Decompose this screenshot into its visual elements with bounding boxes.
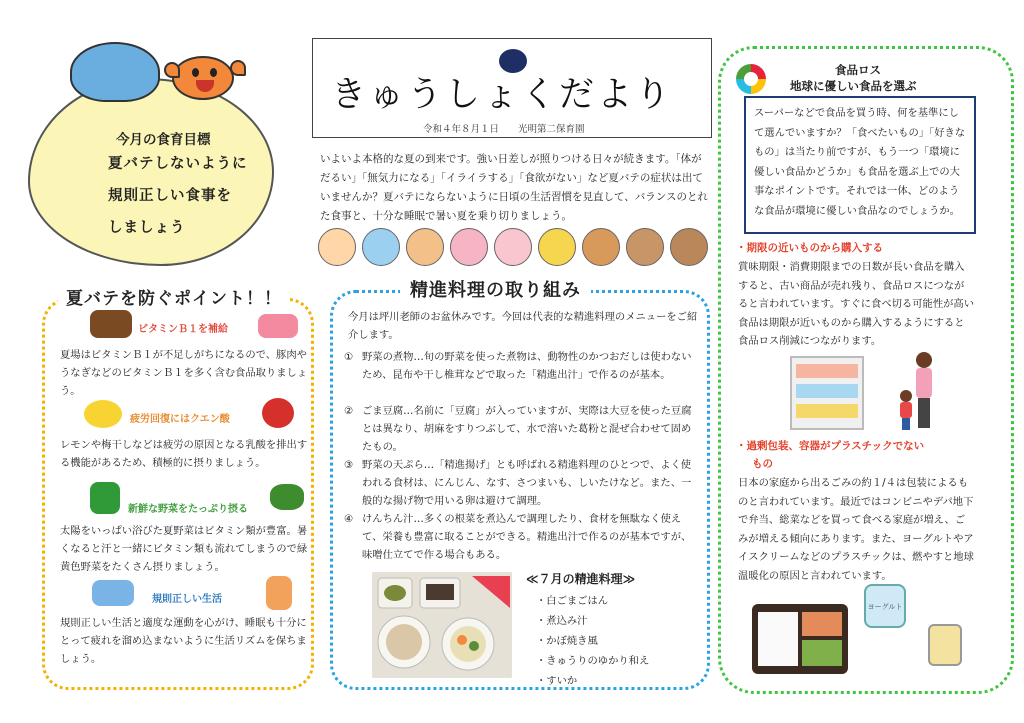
lemon-icon bbox=[84, 400, 122, 428]
bento-box-illustration bbox=[752, 604, 848, 674]
shelf-drawing bbox=[792, 358, 862, 428]
tip-2-heading-cont: もの bbox=[752, 458, 773, 470]
umeboshi-icon bbox=[262, 398, 294, 428]
tanuki-icon bbox=[670, 228, 708, 266]
shojin-item-2 bbox=[344, 402, 696, 456]
item-text: けんちん汁…多くの根菜を煮込んで調理したり、食材を無駄なく使えて、栄養も豊富に取ることができる。精進出汁で作るのが基本ですが、味噌仕立てで作る場合もある。 bbox=[362, 513, 692, 561]
yogurt-label: ヨーグルト bbox=[867, 603, 903, 611]
mother-child-illustration bbox=[896, 350, 940, 432]
child-face-icon bbox=[406, 228, 444, 266]
goal-title: 今月の食育目標 bbox=[116, 132, 211, 148]
point-2-heading: 疲労回復にはクエン酸 bbox=[130, 414, 230, 425]
yogurt-cup-illustration bbox=[864, 584, 906, 628]
penguin-icon bbox=[362, 228, 400, 266]
item-text: 野菜の煮物…旬の野菜を使った煮物は、動物性のかつおだしは使わないため、昆布や干し椎茸などで取った「精進出汁」で作るのが基本。 bbox=[362, 351, 692, 381]
point-3-heading: 新鮮な野菜をたっぷり摂る bbox=[128, 504, 248, 515]
point-1-text: 夏場はビタミンＢ１が不足しがちになるので、豚肉やうなぎなどのビタミンＢ１を多く含む食品取りましょう。 bbox=[60, 349, 308, 397]
cucumber-icon bbox=[270, 484, 304, 510]
menu-item: ・かぼ焼き風 bbox=[536, 635, 598, 647]
item-number: ① bbox=[344, 351, 354, 363]
point-1-heading: ビタミンＢ１を補給 bbox=[138, 324, 228, 335]
item-text: 野菜の天ぷら…「精進揚げ」とも呼ばれる精進料理のひとつで、よく使われる食材は、にんじん、なす、さつまいも、しいたけなど。また、一般的な揚げ物で用いる卵は避けて調理。 bbox=[362, 459, 692, 507]
menu-item: ・煮込み汁 bbox=[536, 615, 588, 627]
menu-item: ・きゅうりのゆかり和え bbox=[536, 655, 650, 667]
tip-2-text: 日本の家庭から出るごみの約１/４は包装によるものと言われています。最近ではコンビニやデパ地下で弁当、総菜などを買って食べる家庭が増え、ごみが増える傾向にあります。また、ヨーグルトやアイスクリームなどのプラスチックは、燃やすと地球温暖化の原因と言われています。 bbox=[738, 477, 974, 582]
store-shelf-illustration bbox=[790, 356, 864, 430]
meal-photo-drawing bbox=[372, 572, 512, 678]
pork-icon bbox=[258, 314, 298, 338]
newsletter-title: きゅうしょくだより bbox=[331, 75, 674, 115]
goal-line-3: しましょう bbox=[108, 220, 186, 236]
crab-eye bbox=[192, 68, 199, 77]
bear-icon bbox=[626, 228, 664, 266]
food-loss-title: 食品ロス bbox=[835, 63, 881, 77]
newsletter-title-box bbox=[312, 38, 712, 138]
goal-line-2: 規則正しい食事を bbox=[108, 188, 232, 204]
crab-claw-right bbox=[230, 60, 246, 76]
crab-eye bbox=[210, 68, 217, 77]
pig-face-icon bbox=[494, 228, 532, 266]
menu-title: ≪７月の精進料理≫ bbox=[526, 572, 636, 586]
cat-icon bbox=[538, 228, 576, 266]
item-number: ② bbox=[344, 405, 354, 417]
sdgs-icon bbox=[736, 64, 766, 94]
issue-date: 令和４年８月１日 光明第二保育園 bbox=[423, 124, 585, 135]
crab-illustration bbox=[172, 56, 234, 100]
point-3-text: 太陽をいっぱい浴びた夏野菜はビタミン類が豊富。暑くなると汗と一緒にビタミン類も流れてしまうので緑黄色野菜をたくさん摂りましょう。 bbox=[60, 525, 308, 573]
shojin-intro: 今月は坪川老師のお盆休みです。今回は代表的な精進料理のメニューをご紹介します。 bbox=[348, 311, 698, 341]
menu-item: ・白ごまごはん bbox=[536, 595, 609, 607]
sleeping-child-icon bbox=[92, 580, 134, 606]
character-hat-illustration bbox=[70, 42, 160, 102]
item-number: ③ bbox=[344, 459, 354, 471]
summer-fatigue-title: 夏バテを防ぐポイント！！ bbox=[58, 284, 290, 309]
menu-item: ・すいか bbox=[536, 675, 578, 687]
goal-line-1: 夏バテしないように bbox=[108, 156, 248, 172]
item-text: ごま豆腐…名前に「豆腐」が入っていますが、実際は大豆を使った豆腐とは異なり、胡麻をすりつぶして、水で溶いた葛粉と混ぜ合わせて固めたもの。 bbox=[362, 405, 692, 453]
eel-rice-icon bbox=[90, 310, 132, 338]
shojin-item-3 bbox=[344, 456, 696, 510]
mother-child-drawing bbox=[896, 350, 940, 432]
intro-paragraph: いよいよ本格的な夏の到来です。強い日差しが照りつける日々が続きます。「体がだるい」「無気力になる」「イライラする」「食欲がない」など夏バテの症状は出ていませんか？夏バテにならないように日頃の生活習慣を見直して、バランスのとれた食事と、十分な睡眠で暑い夏を乗り切りましょう。 bbox=[320, 153, 708, 222]
crab-claw-left bbox=[164, 62, 180, 78]
ice-cream-cup-illustration bbox=[928, 624, 962, 666]
exercising-child-icon bbox=[266, 576, 292, 610]
food-loss-intro-box: スーパーなどで食品を買う時、何を基準にして選んでいますか？「食べたいもの」「好きなもの」は当たり前ですが、もう一つ「環境に優しい食品かどうか」も食品を選ぶ上での大事なポイントです。それでは一体、どのような食品が環境に優しい食品なのでしょうか。 bbox=[744, 96, 976, 234]
green-pepper-icon bbox=[90, 482, 120, 514]
bento-drawing bbox=[752, 604, 848, 674]
pig-icon bbox=[450, 228, 488, 266]
point-4-text: 規則正しい生活と適度な運動を心がけ、睡眠も十分にとって疲れを溜め込まないように生活リズムを保ちましょう。 bbox=[60, 617, 307, 665]
tip-1-text: 賞味期限・消費期限までの日数が長い食品を購入すると、古い商品が売れ残り、食品ロスにつながると言われています。すぐに食べ切る可能性が高い食品は期限が近いものから購入するようにすると食品ロス削減につながります。 bbox=[738, 261, 975, 347]
crab-mouth bbox=[196, 80, 214, 92]
shojin-item-1 bbox=[344, 348, 696, 384]
girl-face-icon bbox=[318, 228, 356, 266]
item-number: ④ bbox=[344, 513, 354, 525]
point-2-text: レモンや梅干しなどは疲労の原因となる乳酸を排出する機能があるため、積極的に摂りましょう。 bbox=[60, 439, 308, 469]
point-4-heading: 規則正しい生活 bbox=[152, 594, 222, 605]
monthly-goal-bubble bbox=[28, 78, 274, 266]
food-loss-subtitle: 地球に優しい食品を選ぶ bbox=[790, 79, 917, 93]
animal-illustrations-row bbox=[318, 228, 708, 268]
shojin-item-4 bbox=[344, 510, 696, 564]
shojin-meal-photo bbox=[372, 572, 512, 678]
tip-1-heading: ・期限の近いものから購入する bbox=[736, 242, 883, 254]
shojin-title: 精進料理の取り組み bbox=[400, 276, 591, 302]
tip-2-heading: ・過剰包装、容器がプラスチックでない bbox=[736, 440, 925, 452]
monkey-icon bbox=[582, 228, 620, 266]
